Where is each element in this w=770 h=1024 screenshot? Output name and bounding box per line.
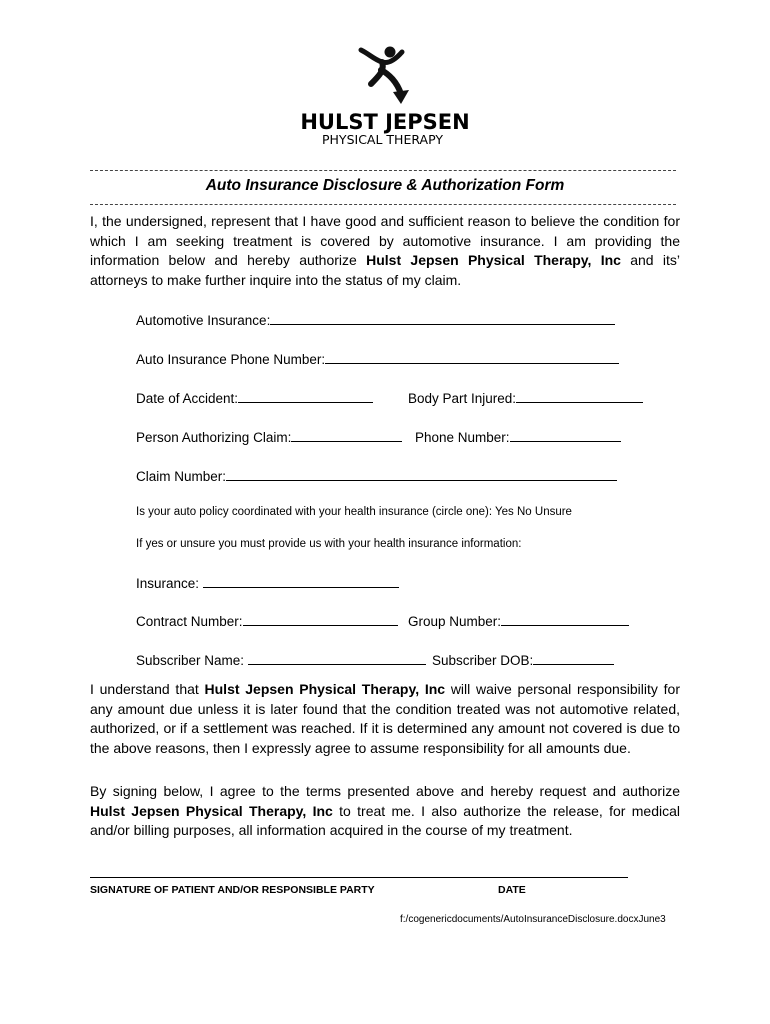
contract-number-line[interactable] (243, 612, 398, 626)
understand-paragraph (90, 680, 680, 758)
date-label: DATE (498, 884, 526, 896)
coordinated-question: Is your auto policy coordinated with your health insurance (circle one): Yes No Unsure (136, 506, 572, 518)
auto-insurance-phone-label: Auto Insurance Phone Number: (136, 352, 326, 367)
claim-number-line[interactable] (226, 467, 617, 481)
signing-text-b: to treat me. I also authorize the release, for medical and/or billing purposes, all information acquired in the course of my treatment. (90, 802, 680, 839)
automotive-insurance-label: Automotive Insurance: (136, 313, 271, 328)
intro-paragraph (90, 212, 680, 290)
contract-number-label: Contract Number: (136, 614, 243, 629)
understand-text-a: I understand that (90, 681, 205, 697)
phone-number-field[interactable] (415, 428, 621, 445)
group-number-field[interactable] (408, 612, 629, 629)
understand-text-b: will waive personal responsibility for any amount due unless it is later found that the condition treated was not automotive related, authorized, or if a settlement was reached. If it is determined any amount not covered is due to the above reasons, then I expressly agree to assume responsibility for all amounts due. (90, 681, 680, 756)
signature-label: SIGNATURE OF PATIENT AND/OR RESPONSIBLE PARTY (90, 884, 375, 896)
subscriber-dob-label: Subscriber DOB: (432, 653, 534, 668)
body-part-injured-line[interactable] (516, 389, 643, 403)
claim-number-field[interactable] (136, 467, 617, 484)
date-of-accident-field[interactable] (136, 389, 373, 406)
person-authorizing-field[interactable] (136, 428, 402, 445)
contract-number-field[interactable] (136, 612, 398, 629)
company-logo (300, 44, 470, 147)
runner-logo-icon (355, 44, 415, 106)
signing-company-name: Hulst Jepsen Physical Therapy, Inc (90, 802, 333, 819)
body-part-injured-field[interactable] (408, 389, 643, 406)
insurance-line[interactable] (203, 574, 399, 588)
phone-number-line[interactable] (510, 428, 621, 442)
person-authorizing-label: Person Authorizing Claim: (136, 430, 292, 445)
subscriber-name-field[interactable] (136, 651, 426, 668)
brand-subtitle: PHYSICAL THERAPY (322, 132, 443, 147)
subscriber-dob-line[interactable] (533, 651, 614, 665)
auto-insurance-phone-field[interactable] (136, 350, 619, 367)
subscriber-name-label: Subscriber Name: (136, 653, 248, 668)
date-of-accident-label: Date of Accident: (136, 391, 239, 406)
brand-name: HULST JEPSEN (300, 110, 470, 134)
date-of-accident-line[interactable] (238, 389, 373, 403)
signing-text-a: By signing below, I agree to the terms presented above and hereby request and authorize (90, 783, 680, 799)
automotive-insurance-field[interactable] (136, 311, 615, 328)
auto-insurance-phone-line[interactable] (325, 350, 619, 364)
subscriber-name-line[interactable] (248, 651, 426, 665)
form-title: Auto Insurance Disclosure & Authorization Form (205, 177, 565, 194)
insurance-label: Insurance: (136, 576, 203, 591)
phone-number-label: Phone Number: (415, 430, 510, 445)
intro-text-b: and its’ attorneys to make further inquire into the status of my claim. (90, 252, 680, 288)
signature-line[interactable] (90, 877, 628, 878)
insurance-field[interactable] (136, 574, 399, 591)
claim-number-label: Claim Number: (136, 469, 227, 484)
body-part-injured-label: Body Part Injured: (408, 391, 517, 406)
subscriber-dob-field[interactable] (432, 651, 614, 668)
group-number-label: Group Number: (408, 614, 502, 629)
intro-company-name: Hulst Jepsen Physical Therapy, Inc (366, 252, 621, 269)
health-info-note: If yes or unsure you must provide us with your health insurance information: (136, 538, 522, 550)
file-reference: f:/cogenericdocuments/AutoInsuranceDisclosure.docxJune3 (400, 914, 666, 925)
understand-company-name: Hulst Jepsen Physical Therapy, Inc (204, 681, 446, 697)
group-number-line[interactable] (501, 612, 629, 626)
divider-top (90, 170, 676, 171)
divider-bottom (90, 204, 676, 205)
signing-paragraph (90, 782, 680, 841)
automotive-insurance-line[interactable] (270, 311, 615, 325)
person-authorizing-line[interactable] (291, 428, 402, 442)
intro-text-a: I, the undersigned, represent that I have good and sufficient reason to believe the condition for which I am seeking treatment is covered by automotive insurance. I am providing the information below and hereby authorize (90, 213, 680, 269)
